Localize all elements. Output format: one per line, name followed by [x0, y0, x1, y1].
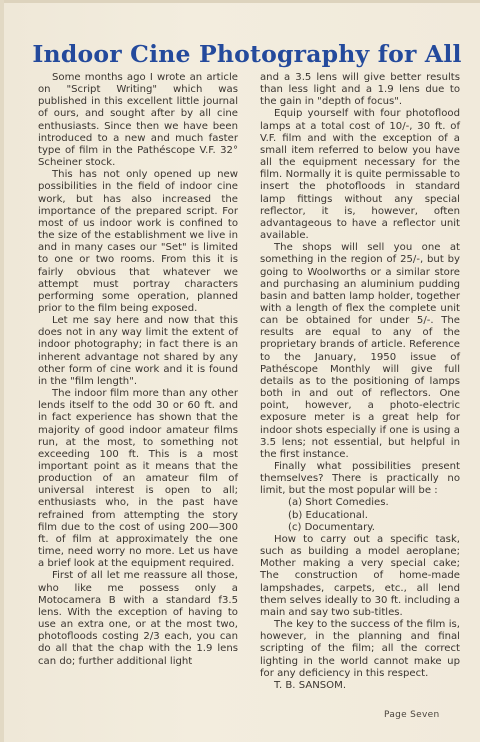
page-number: Page Seven — [384, 710, 440, 720]
paragraph: The shops will sell you one at something in the region of 25/-, but by going to Woolworths or a similar store and purchasing an aluminium pudding basin and batten lamp holder, together with a length of flex the complete unit can be obtained for under 5/-. The results are equal to any of the proprietary brands of article. Reference to the January, 1950 issue of Pathéscope Monthly will give full details as to the positioning of lamps both in and out of reflectors. One point, however, a photo-electric exposure meter is a great help for indoor shots especially if one is using a 3.5 lens; not essential, but helpful in the first instance. — [260, 242, 460, 460]
paragraph-continuation: and a 3.5 lens will give better results than less light and a 1.9 lens due to the gain in "depth of focus". — [260, 72, 460, 108]
paragraph: The indoor film more than any other lends itself to the odd 30 or 60 ft. and in fact experience has shown that the majority of good indoor amateur films run, at the most, to something not exceeding 100 ft. This is a most important point as it means that the production of an amateur film of universal interest is open to all; enthusiasts who, in the past have refrained from attempting the story film due to the cost of using 200—300 ft. of film at approximately the one time, need worry no more. Let us have a brief look at the equipment required. — [38, 388, 238, 570]
page-edge — [4, 0, 480, 3]
list-item: (a) Short Comedies. — [288, 497, 389, 509]
list-item: (b) Educational. — [288, 509, 368, 521]
paragraph: Let me say here and now that this does not in any way limit the extent of indoor photography; in fact there is an inherent advantage not shared by any other form of cine work and it is found in the "film length". — [38, 315, 238, 387]
paragraph: Some months ago I wrote an article on "Script Writing" which was published in this excellent little journal of ours, and sought after by all cine enthusiasts. Since then we have been introduced to a new and much faster type of film in the Pathéscope V.F. 32° Scheiner stock. — [38, 72, 238, 169]
author-signature: T. B. SANSOM. — [274, 679, 347, 691]
paragraph: How to carry out a specific task, such as building a model aeroplane; Mother making a very special cake; The construction of home-made lampshades, carpets, etc., all lend them selves ideally to 30 ft. including a main and say two sub-titles. — [260, 533, 460, 618]
left-column — [38, 72, 238, 668]
paragraph: First of all let me reassure all those, who like me possess only a Motocamera B with a standard f3.5 lens. With the exception of having to use an extra one, or at the most two, photofloods costing 2/3 each, you can do all that the chap with the 1.9 lens can do; further additional light — [38, 570, 238, 667]
article-title: Indoor Cine Photography for All — [32, 40, 462, 68]
paragraph: Equip yourself with four photoflood lamps at a total cost of 10/-, 30 ft. of V.F. film and with the exception of a small item referred to below you have all the equipment necessary for the film. Normally it is quite permissable to insert the photofloods in standard lamp fittings without any special reflector, it is, however, often advantageous to have a reflector unit available. — [260, 108, 460, 242]
paragraph: Finally what possibilities present themselves? There is practically no limit, but the most popular will be : — [260, 461, 460, 497]
paragraph: The key to the success of the film is, however, in the planning and final scripting of the film; all the correct lighting in the world cannot make up for any deficiency in this respect. — [260, 619, 460, 679]
right-column — [260, 72, 460, 692]
list-item: (c) Documentary. — [288, 521, 376, 533]
paragraph: This has not only opened up new possibilities in the field of indoor cine work, but has also increased the importance of the prepared script. For most of us indoor work is confined to the size of the establishment we live in and in many cases our "Set" is limited to one or two rooms. From this it is fairly obvious that whatever we attempt must portray characters performing some operation, planned prior to the film being exposed. — [38, 169, 238, 314]
